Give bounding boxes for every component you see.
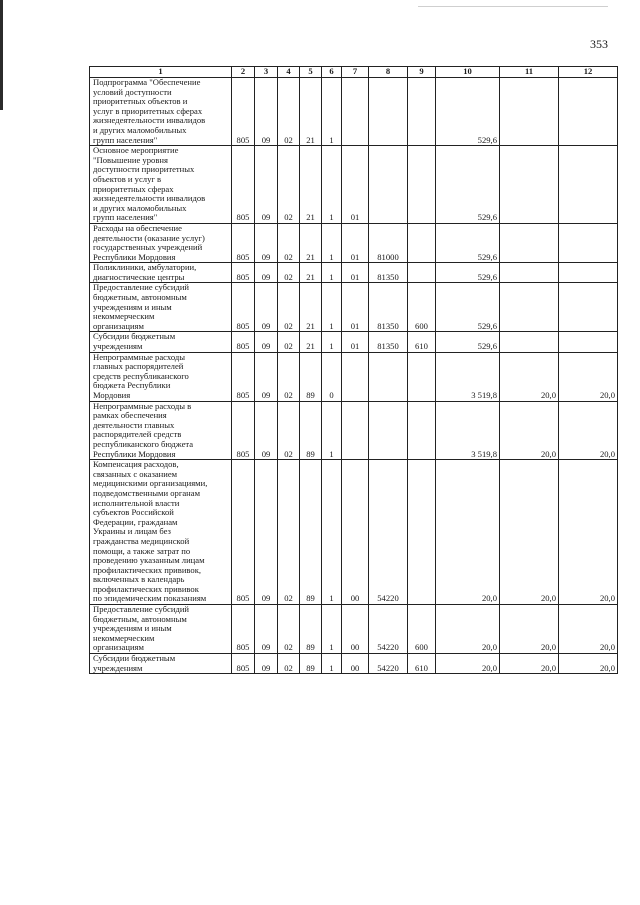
subprogram-code-cell: 1 [322,460,342,605]
amount-year3-cell [559,263,618,283]
activity-code-cell [342,78,369,146]
amount-year2-cell: 20,0 [500,654,559,674]
column-header: 7 [342,67,369,78]
ministry-code-cell: 805 [232,401,255,460]
column-header: 5 [300,67,322,78]
direction-code-cell: 54220 [369,460,408,605]
amount-year2-cell: 20,0 [500,460,559,605]
activity-code-cell: 00 [342,605,369,654]
subprogram-code-cell: 1 [322,605,342,654]
subprogram-code-cell: 1 [322,146,342,224]
direction-code-cell [369,78,408,146]
section-code-cell: 09 [255,654,278,674]
program-code-cell: 89 [300,352,322,401]
activity-code-cell [342,401,369,460]
section-code-cell: 09 [255,460,278,605]
subprogram-code-cell: 1 [322,654,342,674]
amount-year1-cell: 20,0 [436,654,500,674]
amount-year3-cell [559,223,618,262]
subsection-code-cell: 02 [278,223,300,262]
ministry-code-cell: 805 [232,146,255,224]
expense-type-cell [408,263,436,283]
direction-code-cell: 81350 [369,332,408,352]
direction-code-cell [369,401,408,460]
subsection-code-cell: 02 [278,283,300,332]
expense-type-cell [408,146,436,224]
column-header: 1 [90,67,232,78]
expense-name-cell: Предоставление субсидий бюджетным, автономным учреждениям и иным некоммерческим организациям [90,605,232,654]
table-row [90,401,618,460]
amount-year1-cell: 20,0 [436,605,500,654]
subsection-code-cell: 02 [278,654,300,674]
amount-year3-cell [559,78,618,146]
activity-code-cell: 00 [342,460,369,605]
amount-year2-cell [500,223,559,262]
amount-year3-cell [559,283,618,332]
expense-name-cell: Основное мероприятие "Повышение уровня доступности приоритетных объектов и услуг в приоритетных сферах жизнедеятельности инвалидов и других маломобильных групп населения" [90,146,232,224]
ministry-code-cell: 805 [232,605,255,654]
subsection-code-cell: 02 [278,352,300,401]
column-header: 6 [322,67,342,78]
expense-type-cell: 600 [408,283,436,332]
subsection-code-cell: 02 [278,332,300,352]
amount-year2-cell: 20,0 [500,352,559,401]
subsection-code-cell: 02 [278,78,300,146]
amount-year2-cell [500,78,559,146]
program-code-cell: 21 [300,283,322,332]
amount-year3-cell: 20,0 [559,352,618,401]
amount-year2-cell: 20,0 [500,605,559,654]
activity-code-cell: 01 [342,263,369,283]
table-header-row [90,67,618,78]
program-code-cell: 89 [300,401,322,460]
expense-name-cell: Непрограммные расходы главных распорядителей средств республиканского бюджета Республики Мордовия [90,352,232,401]
expense-type-cell [408,401,436,460]
subprogram-code-cell: 1 [322,283,342,332]
ministry-code-cell: 805 [232,283,255,332]
table-body [90,78,618,674]
direction-code-cell: 54220 [369,654,408,674]
activity-code-cell: 01 [342,223,369,262]
scan-artifact-line [418,6,608,7]
direction-code-cell: 81350 [369,283,408,332]
direction-code-cell [369,352,408,401]
expense-name-cell: Подпрограмма "Обеспечение условий доступности приоритетных объектов и услуг в приоритетных сферах жизнедеятельности инвалидов и других маломобильных групп населения" [90,78,232,146]
section-code-cell: 09 [255,352,278,401]
subsection-code-cell: 02 [278,460,300,605]
section-code-cell: 09 [255,283,278,332]
direction-code-cell: 54220 [369,605,408,654]
ministry-code-cell: 805 [232,352,255,401]
ministry-code-cell: 805 [232,460,255,605]
expense-type-cell: 610 [408,332,436,352]
table-row [90,352,618,401]
activity-code-cell: 01 [342,332,369,352]
table-row [90,605,618,654]
amount-year2-cell [500,332,559,352]
section-code-cell: 09 [255,78,278,146]
amount-year1-cell: 529,6 [436,283,500,332]
amount-year3-cell: 20,0 [559,401,618,460]
program-code-cell: 21 [300,263,322,283]
subprogram-code-cell: 1 [322,78,342,146]
amount-year2-cell: 20,0 [500,401,559,460]
program-code-cell: 89 [300,654,322,674]
subsection-code-cell: 02 [278,263,300,283]
expense-name-cell: Компенсация расходов, связанных с оказанием медицинскими организациями, подведомственными органам исполнительной власти субъектов Российской Федерации, гражданам Украины и лицам без гражданства медицинской помощи, а также затрат по проведению указанным лицам профилактических прививок, включенных в календарь профилактических прививок по эпидемическим показаниям [90,460,232,605]
amount-year1-cell: 3 519,8 [436,401,500,460]
program-code-cell: 21 [300,78,322,146]
expense-type-cell [408,460,436,605]
direction-code-cell: 81350 [369,263,408,283]
column-header: 4 [278,67,300,78]
direction-code-cell [369,146,408,224]
program-code-cell: 21 [300,223,322,262]
subsection-code-cell: 02 [278,605,300,654]
ministry-code-cell: 805 [232,654,255,674]
table-row [90,146,618,224]
activity-code-cell: 01 [342,146,369,224]
subsection-code-cell: 02 [278,401,300,460]
table-row [90,283,618,332]
expense-type-cell: 600 [408,605,436,654]
scan-edge-shadow [0,0,3,110]
expense-name-cell: Субсидии бюджетным учреждениям [90,654,232,674]
page-number: 353 [590,37,608,51]
amount-year2-cell [500,146,559,224]
expense-name-cell: Субсидии бюджетным учреждениям [90,332,232,352]
direction-code-cell: 81000 [369,223,408,262]
section-code-cell: 09 [255,146,278,224]
expense-type-cell [408,352,436,401]
table-row [90,223,618,262]
column-header: 2 [232,67,255,78]
subprogram-code-cell: 1 [322,223,342,262]
section-code-cell: 09 [255,332,278,352]
table-row [90,332,618,352]
column-header: 9 [408,67,436,78]
ministry-code-cell: 805 [232,78,255,146]
column-header: 8 [369,67,408,78]
amount-year3-cell [559,146,618,224]
budget-table [89,66,618,674]
ministry-code-cell: 805 [232,263,255,283]
program-code-cell: 89 [300,605,322,654]
subprogram-code-cell: 1 [322,401,342,460]
expense-name-cell: Предоставление субсидий бюджетным, автономным учреждениям и иным некоммерческим организациям [90,283,232,332]
table-row [90,263,618,283]
table-row [90,460,618,605]
expense-type-cell: 610 [408,654,436,674]
program-code-cell: 21 [300,146,322,224]
program-code-cell: 89 [300,460,322,605]
amount-year2-cell [500,263,559,283]
ministry-code-cell: 805 [232,332,255,352]
subprogram-code-cell: 0 [322,352,342,401]
amount-year1-cell: 529,6 [436,332,500,352]
expense-name-cell: Расходы на обеспечение деятельности (оказание услуг) государственных учреждений Республики Мордовия [90,223,232,262]
amount-year1-cell: 529,6 [436,78,500,146]
subsection-code-cell: 02 [278,146,300,224]
column-header: 11 [500,67,559,78]
expense-name-cell: Непрограммные расходы в рамках обеспечения деятельности главных распорядителей средств республиканского бюджета Республики Мордовия [90,401,232,460]
section-code-cell: 09 [255,605,278,654]
amount-year1-cell: 529,6 [436,263,500,283]
expense-type-cell [408,223,436,262]
activity-code-cell: 01 [342,283,369,332]
amount-year3-cell: 20,0 [559,654,618,674]
program-code-cell: 21 [300,332,322,352]
subprogram-code-cell: 1 [322,263,342,283]
activity-code-cell: 00 [342,654,369,674]
amount-year3-cell: 20,0 [559,605,618,654]
ministry-code-cell: 805 [232,223,255,262]
column-header: 12 [559,67,618,78]
column-header: 3 [255,67,278,78]
section-code-cell: 09 [255,401,278,460]
amount-year3-cell [559,332,618,352]
amount-year1-cell: 3 519,8 [436,352,500,401]
amount-year1-cell: 20,0 [436,460,500,605]
expense-type-cell [408,78,436,146]
table-row [90,78,618,146]
activity-code-cell [342,352,369,401]
section-code-cell: 09 [255,263,278,283]
amount-year3-cell: 20,0 [559,460,618,605]
amount-year1-cell: 529,6 [436,223,500,262]
expense-name-cell: Поликлиники, амбулатории, диагностические центры [90,263,232,283]
amount-year1-cell: 529,6 [436,146,500,224]
subprogram-code-cell: 1 [322,332,342,352]
amount-year2-cell [500,283,559,332]
section-code-cell: 09 [255,223,278,262]
table-row [90,654,618,674]
column-header: 10 [436,67,500,78]
